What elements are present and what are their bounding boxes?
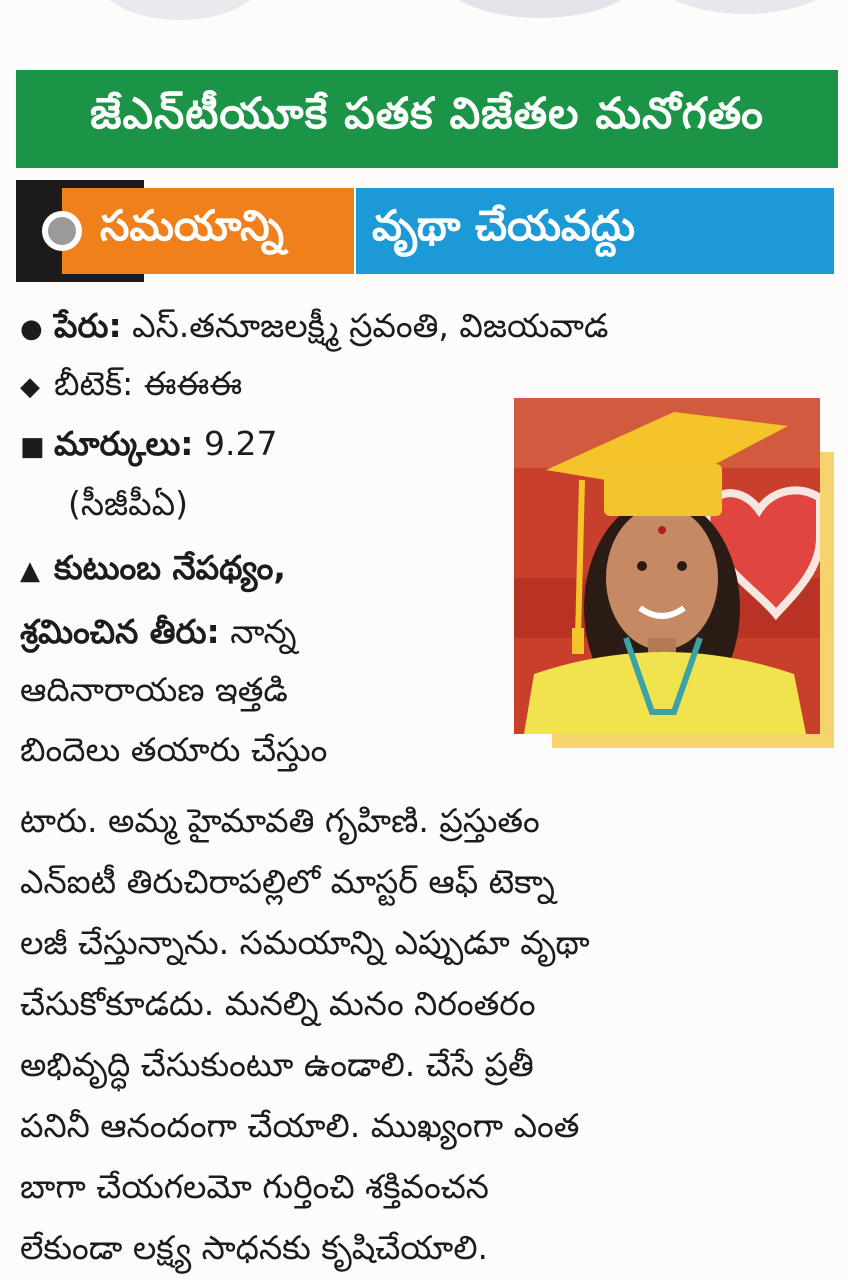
course-value: బీటెక్‌: ఈఈఈ: [54, 364, 243, 403]
marks-value: 9.27: [203, 424, 278, 463]
body-line: లజీ చేస్తున్నాను. సమయాన్ని ఎప్పుడూ వృథా: [20, 923, 590, 962]
body-line: బాగా చేయగలమో గుర్తించి శక్తివంచన: [20, 1167, 489, 1206]
family-label-1: కుటుంబ నేపథ్యం,: [54, 548, 286, 587]
square-bullet-icon: ■: [20, 432, 45, 462]
family-text-1: నాన్న: [230, 612, 297, 651]
body-line: ఎన్‌ఐటీ తిరుచిరాపల్లిలో మాస్టర్‌ ఆఫ్‌ టెక్నా: [20, 862, 555, 901]
body-line: అభివృద్ధి చేసుకుంటూ ఉండాలి. చేసే ప్రతీ: [20, 1045, 534, 1084]
subheading-blue-label: [356, 188, 834, 274]
top-decoration: [0, 0, 848, 26]
body-line: లేకుండా లక్ష్య సాధనకు కృషిచేయాలి.: [20, 1228, 489, 1267]
marks-row: [20, 422, 277, 469]
family-label-2: శ్రమించిన తీరు:: [20, 612, 220, 651]
triangle-bullet-icon: ▲: [20, 556, 40, 586]
family-heading-row: [20, 546, 286, 593]
course-row: [20, 362, 242, 409]
student-photo: [514, 398, 820, 734]
subheading-part1: సమయాన్ని: [100, 201, 284, 250]
family-text-row-3: [20, 728, 327, 772]
name-value: ఎస్‌.తనూజలక్ష్మీ స్రవంతి, విజయవాడ: [132, 306, 609, 345]
headline-banner: [16, 70, 838, 168]
marks-unit-row: [68, 482, 188, 526]
marks-label: మార్కులు:: [54, 424, 194, 463]
circle-bullet-icon: ●: [20, 314, 43, 344]
subheading-orange-label: [62, 188, 354, 274]
family-text-row-1: [20, 610, 296, 654]
family-text-2: ఆదినారాయణ ఇత్తడి: [20, 670, 288, 709]
body-line: పనినీ ఆనందంగా చేయాలి. ముఖ్యంగా ఎంత: [20, 1106, 580, 1145]
body-line: టారు. అమ్మ హైమావతి గృహిణి. ప్రస్తుతం: [20, 801, 540, 840]
body-line: చేసుకోకూడదు. మనల్ని మనం నిరంతరం: [20, 984, 536, 1023]
family-text-3: బిందెలు తయారు చేస్తుం: [20, 730, 328, 769]
marks-unit: (సీజీపీఏ): [68, 484, 188, 523]
family-text-row-2: [20, 668, 288, 712]
name-label: పేరు:: [54, 306, 122, 345]
diamond-bullet-icon: ◆: [20, 372, 40, 402]
headline-text: జేఎన్‌టీయూకే పతక విజేతల మనోగతం: [90, 89, 764, 139]
name-row: [20, 304, 608, 351]
bullet-dot-icon: [42, 211, 82, 251]
subheading-part2: వృథా చేయవద్దు: [372, 201, 636, 250]
article-body: [20, 790, 830, 1278]
